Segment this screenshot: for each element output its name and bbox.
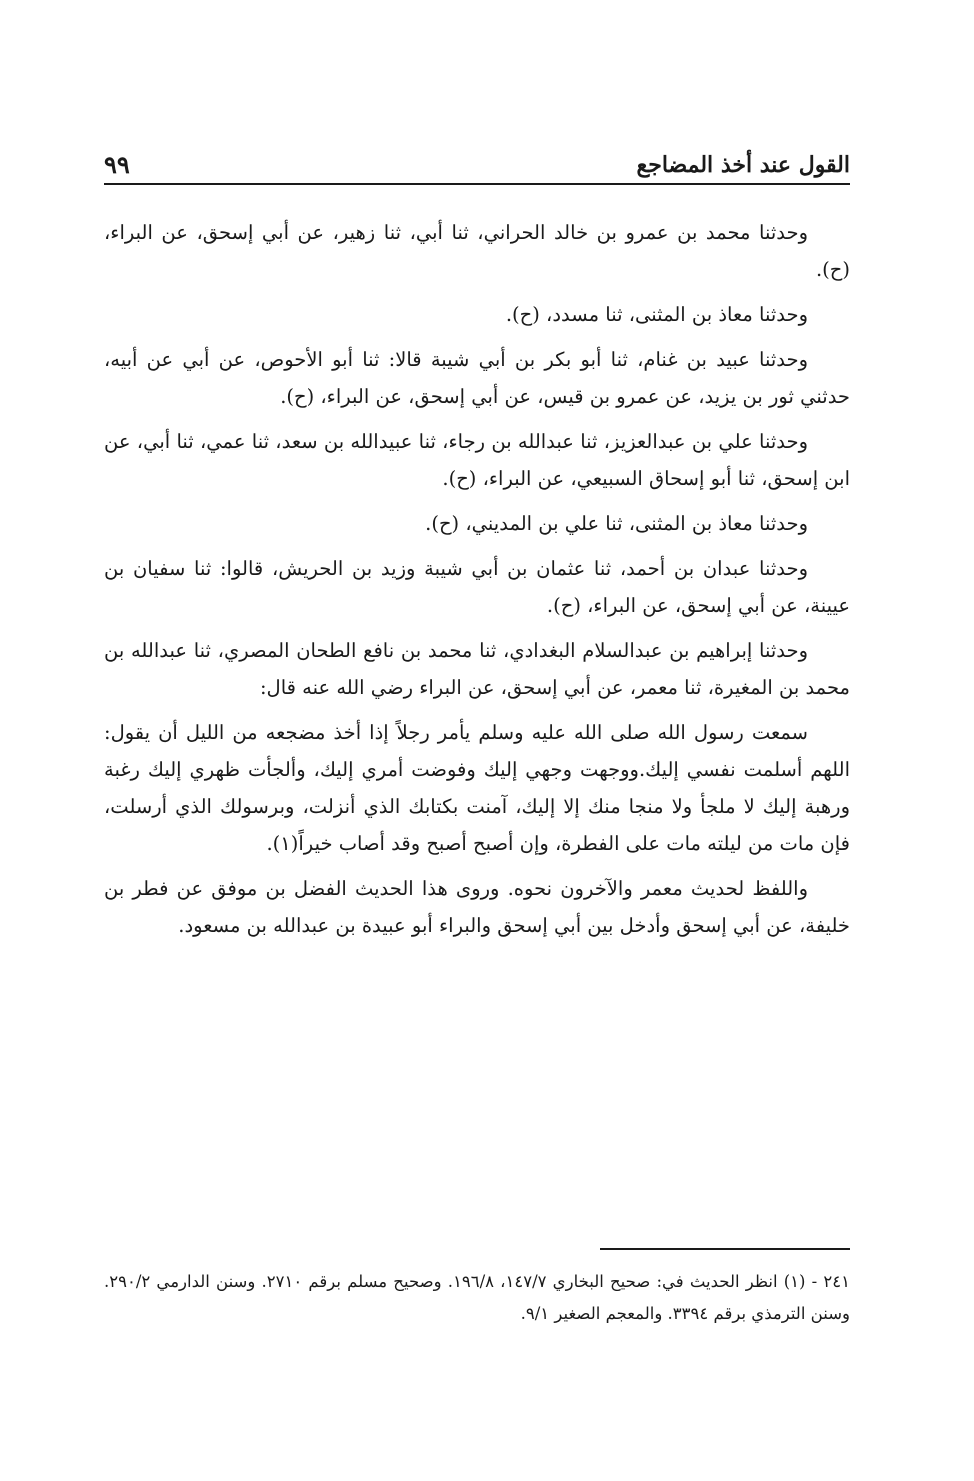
paragraph: وحدثنا إبراهيم بن عبدالسلام البغدادي، ثنا محمد بن نافع الطحان المصري، ثنا عبدالله بن محمد بن المغيرة، ثنا معمر، عن أبي إسحق، عن البراء رضي الله عنه قال: — [104, 639, 850, 699]
footnote — [104, 1266, 850, 1330]
main-text — [104, 214, 850, 952]
paragraph: وحدثنا معاذ بن المثنى، ثنا علي بن المديني، (ح). — [425, 512, 808, 535]
paragraph: وحدثنا عبيد بن غنام، ثنا أبو بكر بن أبي شيبة قالا: ثنا أبو الأحوص، عن أبي عن أبيه، حدثني ثور بن يزيد، عن عمرو بن قيس، عن أبي إسحق، عن البراء، (ح). — [104, 348, 850, 408]
page-header — [104, 148, 850, 184]
footnote-rule — [600, 1248, 850, 1250]
paragraph: سمعت رسول الله صلى الله عليه وسلم يأمر رجلاً إذا أخذ مضجعه من الليل أن يقول: اللهم أسلمت نفسي إليك.ووجهت وجهي إليك وفوضت أمري إليك، وألجأت ظهري إليك رغبة ورهبة إليك لا ملجأ ولا منجا منك إلا إليك، آمنت بكتابك الذي أنزلت، وبرسولك الذي أرسلت، فإن مات من ليلته مات على الفطرة، وإن أصبح أصبح وقد أصاب خيراً(١). — [104, 721, 850, 855]
paragraph: وحدثنا علي بن عبدالعزيز، ثنا عبدالله بن رجاء، ثنا عبيدالله بن سعد، ثنا عمي، ثنا أبي، عن ابن إسحق، ثنا أبو إسحاق السبيعي، عن البراء، (ح). — [104, 430, 850, 490]
footnote-text: ٢٤١ - (١) انظر الحديث في: صحيح البخاري ١٤٧/٧، ١٩٦/٨. وصحيح مسلم برقم ٢٧١٠. وسنن الدارمي ٢٩٠/٢. وسنن الترمذي برقم ٣٣٩٤. والمعجم الصغير ٩/١. — [104, 1272, 850, 1323]
paragraph: وحدثنا عبدان بن أحمد، ثنا عثمان بن أبي شيبة وزيد بن الحريش، قالوا: ثنا سفيان بن عيينة، عن أبي إسحق، عن البراء، (ح). — [104, 557, 850, 617]
paragraph: وحدثنا محمد بن عمرو بن خالد الحراني، ثنا أبي، ثنا زهير، عن أبي إسحق، عن البراء، (ح). — [104, 221, 850, 281]
paragraph: واللفظ لحديث معمر والآخرون نحوه. وروى هذا الحديث الفضل بن موفق عن فطر بن خليفة، عن أبي إسحق وأدخل بين أبي إسحق والبراء أبو عبيدة بن عبدالله بن مسعود. — [104, 877, 850, 937]
paragraph: وحدثنا معاذ بن المثنى، ثنا مسدد، (ح). — [505, 303, 808, 326]
header-rule — [104, 183, 850, 185]
page-number: ٩٩ — [104, 150, 130, 179]
running-title: القول عند أخذ المضاجع — [636, 152, 850, 178]
